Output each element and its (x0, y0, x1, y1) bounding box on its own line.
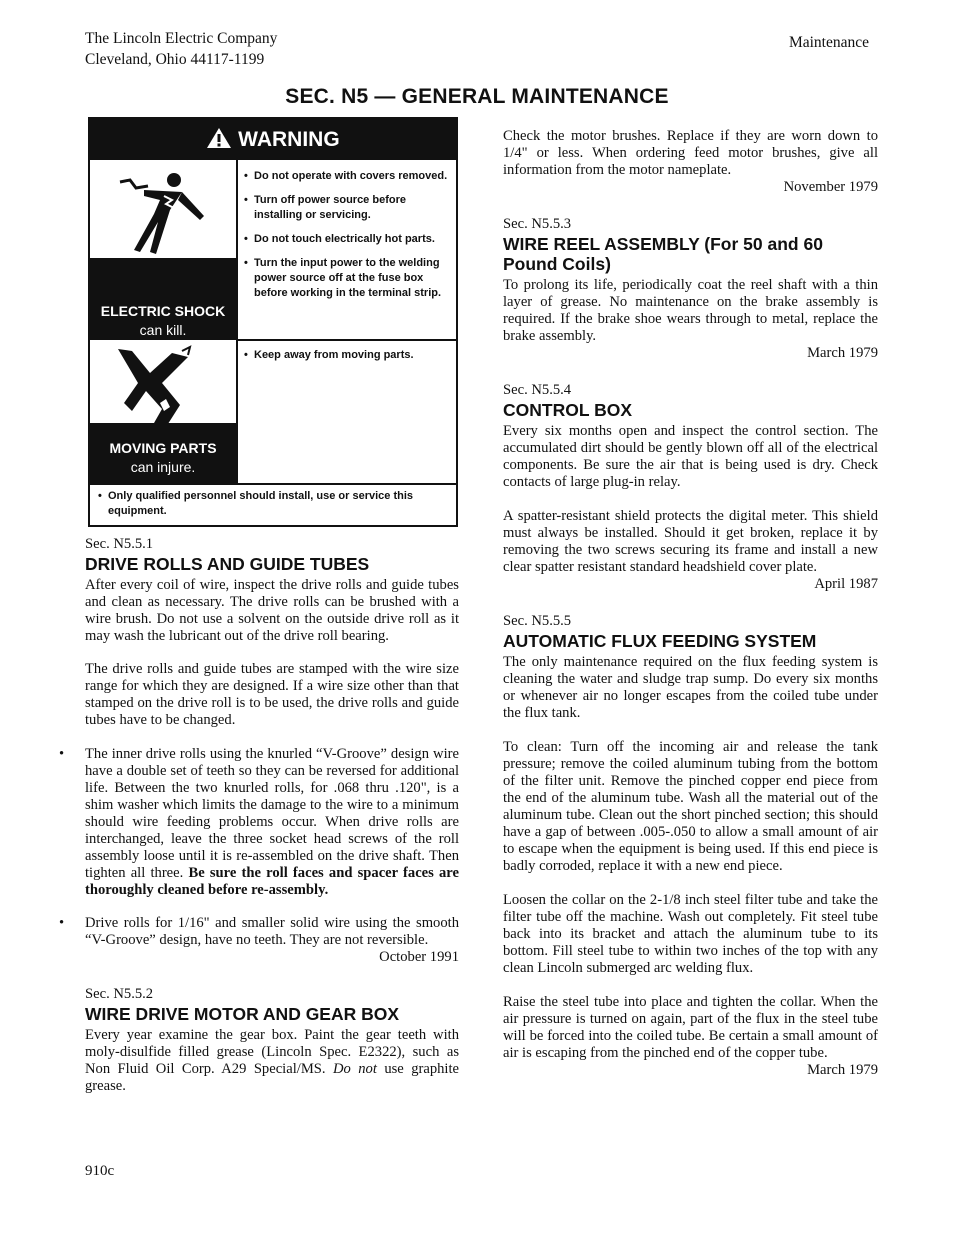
paragraph: The drive rolls and guide tubes are stamped with the wire size range for which they are designed. If a wire size other than that stamped on the drive roll is to be used, the drive rolls and guide tubes have to be changed. (85, 661, 459, 728)
moving-parts-list (242, 348, 452, 372)
section-number: Sec. N5.5.1 (85, 536, 154, 552)
section-554 (503, 382, 878, 593)
paragraph-text: Every year examine the gear box. Paint the gear teeth with moly-disulfide filled grease (Lincoln Spec. E2322), such as Non Fluid Oil Corp. A29 Special/MS. (85, 1027, 459, 1077)
moving-parts-icon (110, 343, 210, 433)
revision-date: March 1979 (807, 345, 878, 361)
section-552 (85, 986, 459, 1095)
header-section-label: Maintenance (788, 34, 869, 51)
moving-parts-caption-line1: MOVING PARTS (109, 440, 217, 456)
section-number: Sec. N5.5.2 (85, 986, 154, 1002)
warning-footer-list (96, 489, 436, 528)
paragraph (85, 746, 459, 899)
paragraph: Check the motor brushes. Replace if they are worn down to 1/4" or less. When ordering feed motor brushes, give all information from the motor nameplate. (503, 128, 878, 178)
section-heading: WIRE DRIVE MOTOR AND GEAR BOX (85, 1004, 400, 1024)
moving-parts-caption (90, 423, 236, 483)
paragraph: To clean: Turn off the incoming air and release the tank pressure; remove the coiled aluminum tubing from the bottom of the filter unit. Remove the pinched copper end piece from the end of the aluminum tube. Wash all the material out of the aluminum tube. Clean out the short pinched section; this should have a gap of between .005-.050 to allow a small amount of air to escape when the equipment is being used. If this end piece is badly corroded, replace it with a new end piece. (503, 739, 878, 874)
bullet-paragraph (59, 746, 459, 899)
page-title: SEC. N5 — GENERAL MAINTENANCE (285, 85, 669, 108)
list-item: • Do not touch electrically hot parts. (242, 232, 452, 247)
section-number: Sec. N5.5.5 (503, 613, 572, 629)
paragraph: To prolong its life, periodically coat the reel shaft with a thin layer of grease. No maintenance on the brake assembly is required. If the brake shoe wears through to metal, replace the brake assembly. (503, 277, 878, 344)
list-item: • Keep away from moving parts. (242, 348, 452, 363)
bullet-bold-text: Be sure the roll faces and spacer faces are thoroughly cleaned before re-assembly. (85, 865, 459, 898)
section-number: Sec. N5.5.4 (503, 382, 572, 398)
revision-date: April 1987 (814, 576, 878, 592)
moving-parts-caption-line2: can injure. (130, 459, 196, 475)
section-553 (503, 216, 878, 362)
list-item: • Do not operate with covers removed. (242, 169, 452, 184)
section-number: Sec. N5.5.3 (503, 216, 572, 232)
paragraph: After every coil of wire, inspect the drive rolls and guide tubes and clean as necessary. The drive rolls can be brushed with a wire brush. Do not use a solvent on the outside drive roll as it may wash the lubricant out of the drive roll bearing. (85, 577, 459, 644)
paragraph: A spatter-resistant shield protects the digital meter. This shield must always be installed. Should it get broken, replace it by removing the two screws securing its frame and install a new clear spatter resistant standard headshield cover plate. (503, 508, 878, 575)
header-company-block (85, 28, 277, 70)
electric-shock-icon (104, 166, 214, 258)
bullet-icon: • (59, 915, 65, 931)
list-item: • Only qualified personnel should install, use or service this equipment. (96, 489, 436, 519)
electric-shock-panel (90, 160, 238, 341)
revision-date: March 1979 (807, 1062, 878, 1078)
bullet-icon: • (59, 746, 65, 762)
electric-shock-caption-line1: ELECTRIC SHOCK (100, 303, 226, 319)
divider (90, 483, 456, 485)
section-555 (503, 613, 878, 1079)
section-heading: CONTROL BOX (503, 400, 632, 420)
list-item: • Turn off power source before installing or servicing. (242, 193, 452, 223)
electric-shock-caption-line2: can kill. (139, 322, 187, 338)
section-heading: AUTOMATIC FLUX FEEDING SYSTEM (503, 631, 817, 651)
paragraph: Every six months open and inspect the control section. The accumulated dirt should be gently blown off all of the electrical components. Be sure the air that is being used is dry. Check contacts of large plug-in relay. (503, 423, 878, 490)
paragraph: Loosen the collar on the 2-1/8 inch steel filter tube and take the filter tube off the machine. Wash out completely. Fit steel tube back into its bracket and attach the aluminum tube to its bottom. Fill steel tube to within two inches of the top with any clean Lincoln submerged arc welding flux. (503, 892, 878, 976)
paragraph-italic-text: Do not (333, 1061, 377, 1077)
paragraph-text: use graphite grease. (85, 1061, 460, 1094)
section-heading: WIRE REEL ASSEMBLY (For 50 and 60 Pound Coils) (503, 234, 823, 274)
electric-shock-list (242, 169, 452, 310)
list-item: • Turn the input power to the welding power source off at the fuse box before working in the terminal strip. (242, 256, 452, 301)
paragraph: The only maintenance required on the flux feeding system is cleaning the water and sludge trap sump. Do every six months or whenever air no longer escapes from the coiled tube under the flux tank. (503, 654, 878, 721)
company-name: The Lincoln Electric Company (85, 30, 278, 47)
paragraph: Raise the steel tube into place and tighten the collar. When the air pressure is turned on again, part of the flux in the steel tube will be forced into the coiled tube. Be certain a small amount of air is escaping from the pinched end of the copper tube. (503, 994, 878, 1061)
section-551 (59, 536, 459, 966)
electric-shock-caption (90, 258, 236, 340)
revision-date: November 1979 (783, 179, 878, 195)
warning-triangle-icon (206, 127, 232, 149)
warning-title: WARNING (238, 128, 340, 151)
moving-parts-panel (90, 341, 238, 483)
right-column (503, 128, 878, 1079)
company-address: Cleveland, Ohio 44117-1199 (85, 51, 265, 68)
revision-date: October 1991 (379, 949, 459, 965)
divider (238, 339, 458, 341)
left-column (59, 536, 460, 1095)
paragraph: Drive rolls for 1/16" and smaller solid wire using the smooth “V-Groove” design, have no teeth. They are not reversible. (85, 915, 459, 948)
bullet-paragraph (59, 915, 459, 949)
section-heading: DRIVE ROLLS AND GUIDE TUBES (85, 554, 370, 574)
page-number: 910c (85, 1163, 115, 1179)
warning-box (88, 117, 458, 527)
bullet-text: The inner drive rolls using the knurled “V-Groove” design wire have a double set of teeth so they can be reversed for additional life. Between the two knurled rolls, for .068 thru .120", is a shim washer which limits the damage to the wire to a minimum should wire feeding problems occur. When drive rolls are interchanged, leave the three socket head screws of the roll assembly loose until it is re-assembled on the drive shaft. Then tighten all three. (85, 746, 459, 881)
paragraph (85, 1027, 459, 1095)
warning-title-bar (90, 119, 456, 160)
